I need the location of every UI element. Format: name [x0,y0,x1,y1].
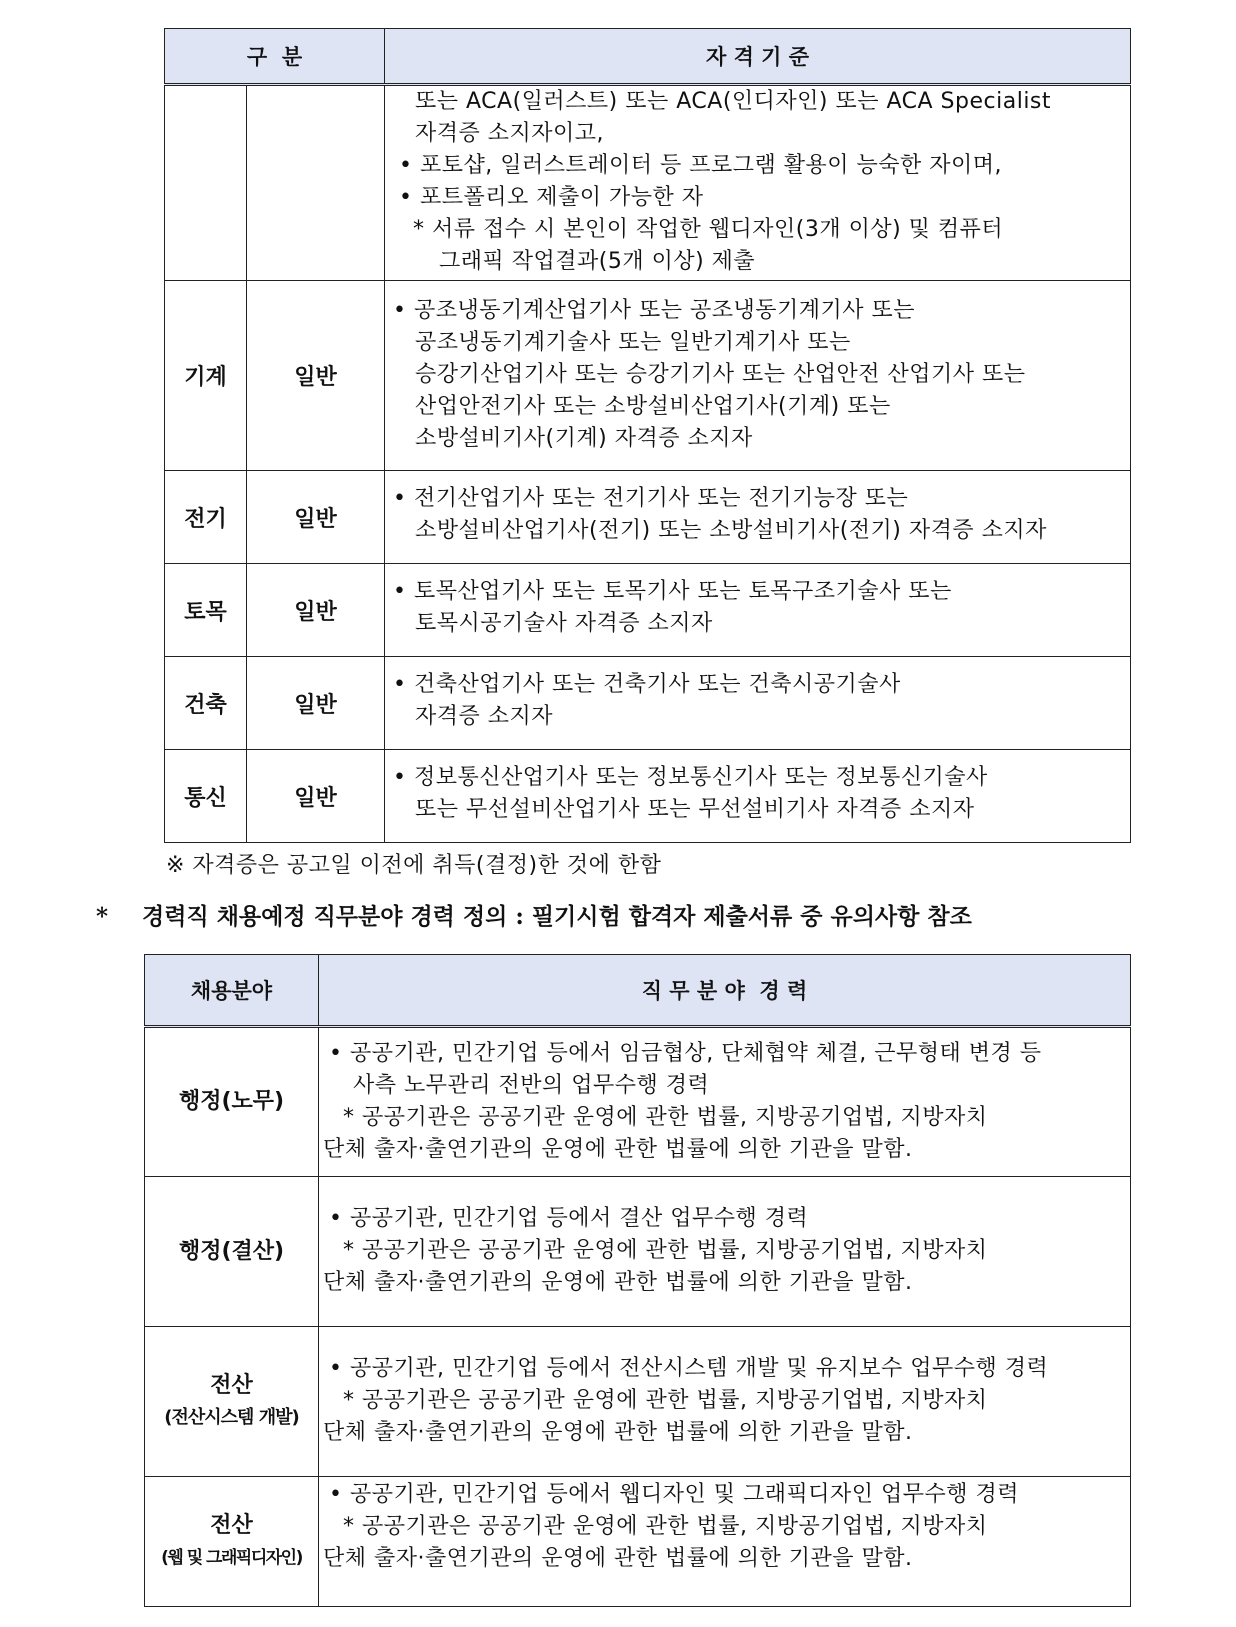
criteria-line: 또는 무선설비산업기사 또는 무선설비기사 자격증 소지자 [415,797,975,822]
row-category: 전기 [165,471,247,564]
criteria-line: 또는 ACA(일러스트) 또는 ACA(인디자인) 또는 ACA Specialist [415,89,1052,114]
field-name: 전산 [210,1372,253,1398]
row-sub: 일반 [247,657,385,750]
header-category: 구 분 [165,29,385,85]
criteria-line: 자격증 소지자이고, [415,121,605,146]
career-line: * 공공기관은 공공기관 운영에 관한 법률, 지방공기업법, 지방자치 [343,1238,988,1263]
criteria-cell [385,281,1131,471]
header-criteria: 자 격 기 준 [385,29,1131,85]
row-category: 건축 [165,657,247,750]
table-row [165,85,1131,281]
table-row [165,564,1131,657]
qualification-table [164,28,1131,843]
criteria-cell [385,657,1131,750]
table-row [165,657,1131,750]
career-cell [319,1027,1131,1177]
criteria-line: 승강기산업기사 또는 승강기기사 또는 산업안전 산업기사 또는 [415,362,1026,387]
career-definition-note [96,898,972,931]
table-row [145,1477,1131,1607]
table-row [165,471,1131,564]
row-sub: 일반 [247,750,385,843]
criteria-line: • 건축산업기사 또는 건축기사 또는 건축시공기술사 [393,672,901,697]
row-sub: 일반 [247,281,385,471]
career-line: 단체 출자·출연기관의 운영에 관한 법률에 의한 기관을 말함. [323,1546,913,1571]
asterisk-mark: * [96,903,109,930]
row-sub [247,85,385,281]
field-name: 행정(결산) [178,1238,285,1264]
table-row [165,281,1131,471]
criteria-line: 공조냉동기계기술사 또는 일반기계기사 또는 [415,330,851,355]
field-cell [145,1477,319,1607]
career-line: • 공공기관, 민간기업 등에서 결산 업무수행 경력 [329,1206,809,1231]
criteria-cell [385,750,1131,843]
career-line: * 공공기관은 공공기관 운영에 관한 법률, 지방공기업법, 지방자치 [343,1388,988,1413]
career-cell [319,1327,1131,1477]
qualification-note: ※ 자격증은 공고일 이전에 취득(결정)한 것에 한함 [166,853,662,878]
criteria-line: 산업안전기사 또는 소방설비산업기사(기계) 또는 [415,394,891,419]
criteria-line: • 정보통신산업기사 또는 정보통신기사 또는 정보통신기술사 [393,765,988,790]
row-category: 토목 [165,564,247,657]
career-line: 사측 노무관리 전반의 업무수행 경력 [353,1073,710,1098]
field-name: 행정(노무) [178,1089,285,1114]
career-line: * 공공기관은 공공기관 운영에 관한 법률, 지방공기업법, 지방자치 [343,1105,988,1130]
criteria-line: • 전기산업기사 또는 전기기사 또는 전기기능장 또는 [393,486,909,511]
criteria-line: 소방설비기사(기계) 자격증 소지자 [415,426,753,451]
field-cell [145,1177,319,1327]
career-line: • 공공기관, 민간기업 등에서 웹디자인 및 그래픽디자인 업무수행 경력 [329,1482,1019,1507]
criteria-line: 토목시공기술사 자격증 소지자 [415,611,713,636]
career-line: 단체 출자·출연기관의 운영에 관한 법률에 의한 기관을 말함. [323,1420,913,1445]
career-line: 단체 출자·출연기관의 운영에 관한 법률에 의한 기관을 말함. [323,1137,913,1162]
table-row [145,1177,1131,1327]
header-field: 채용분야 [145,955,319,1027]
criteria-line: 자격증 소지자 [415,704,554,729]
criteria-line: • 공조냉동기계산업기사 또는 공조냉동기계기사 또는 [393,298,916,323]
criteria-line: • 토목산업기사 또는 토목기사 또는 토목구조기술사 또는 [393,579,952,604]
header-career: 직 무 분 야 경 력 [319,955,1131,1027]
field-cell [145,1027,319,1177]
row-sub: 일반 [247,564,385,657]
career-cell [319,1477,1131,1607]
table-row [165,750,1131,843]
criteria-line: 소방설비산업기사(전기) 또는 소방설비기사(전기) 자격증 소지자 [415,518,1047,543]
career-line: 단체 출자·출연기관의 운영에 관한 법률에 의한 기관을 말함. [323,1270,913,1295]
criteria-line: * 서류 접수 시 본인이 작업한 웹디자인(3개 이상) 및 컴퓨터 [413,217,1004,242]
field-subname: (전산시스템 개발) [164,1406,299,1428]
criteria-line: • 포토샵, 일러스트레이터 등 프로그램 활용이 능숙한 자이며, [399,153,1002,178]
career-line: * 공공기관은 공공기관 운영에 관한 법률, 지방공기업법, 지방자치 [343,1514,988,1539]
table-row [145,1027,1131,1177]
career-definition-text: 경력직 채용예정 직무분야 경력 정의 : 필기시험 합격자 제출서류 중 유의사항 참조 [142,903,972,930]
criteria-cell [385,471,1131,564]
field-name: 전산 [210,1512,253,1538]
row-category: 통신 [165,750,247,843]
row-sub: 일반 [247,471,385,564]
field-subname: (웹 및 그래픽디자인) [161,1547,302,1568]
career-line: • 공공기관, 민간기업 등에서 전산시스템 개발 및 유지보수 업무수행 경력 [329,1356,1049,1381]
criteria-cell [385,85,1131,281]
criteria-line: 그래픽 작업결과(5개 이상) 제출 [439,249,756,274]
career-table [144,954,1131,1607]
criteria-line: • 포트폴리오 제출이 가능한 자 [399,185,704,210]
row-category: 기계 [165,281,247,471]
table-row [145,1327,1131,1477]
career-line: • 공공기관, 민간기업 등에서 임금협상, 단체협약 체결, 근무형태 변경 등 [329,1041,1042,1066]
criteria-cell [385,564,1131,657]
field-cell [145,1327,319,1477]
career-cell [319,1177,1131,1327]
row-category [165,85,247,281]
